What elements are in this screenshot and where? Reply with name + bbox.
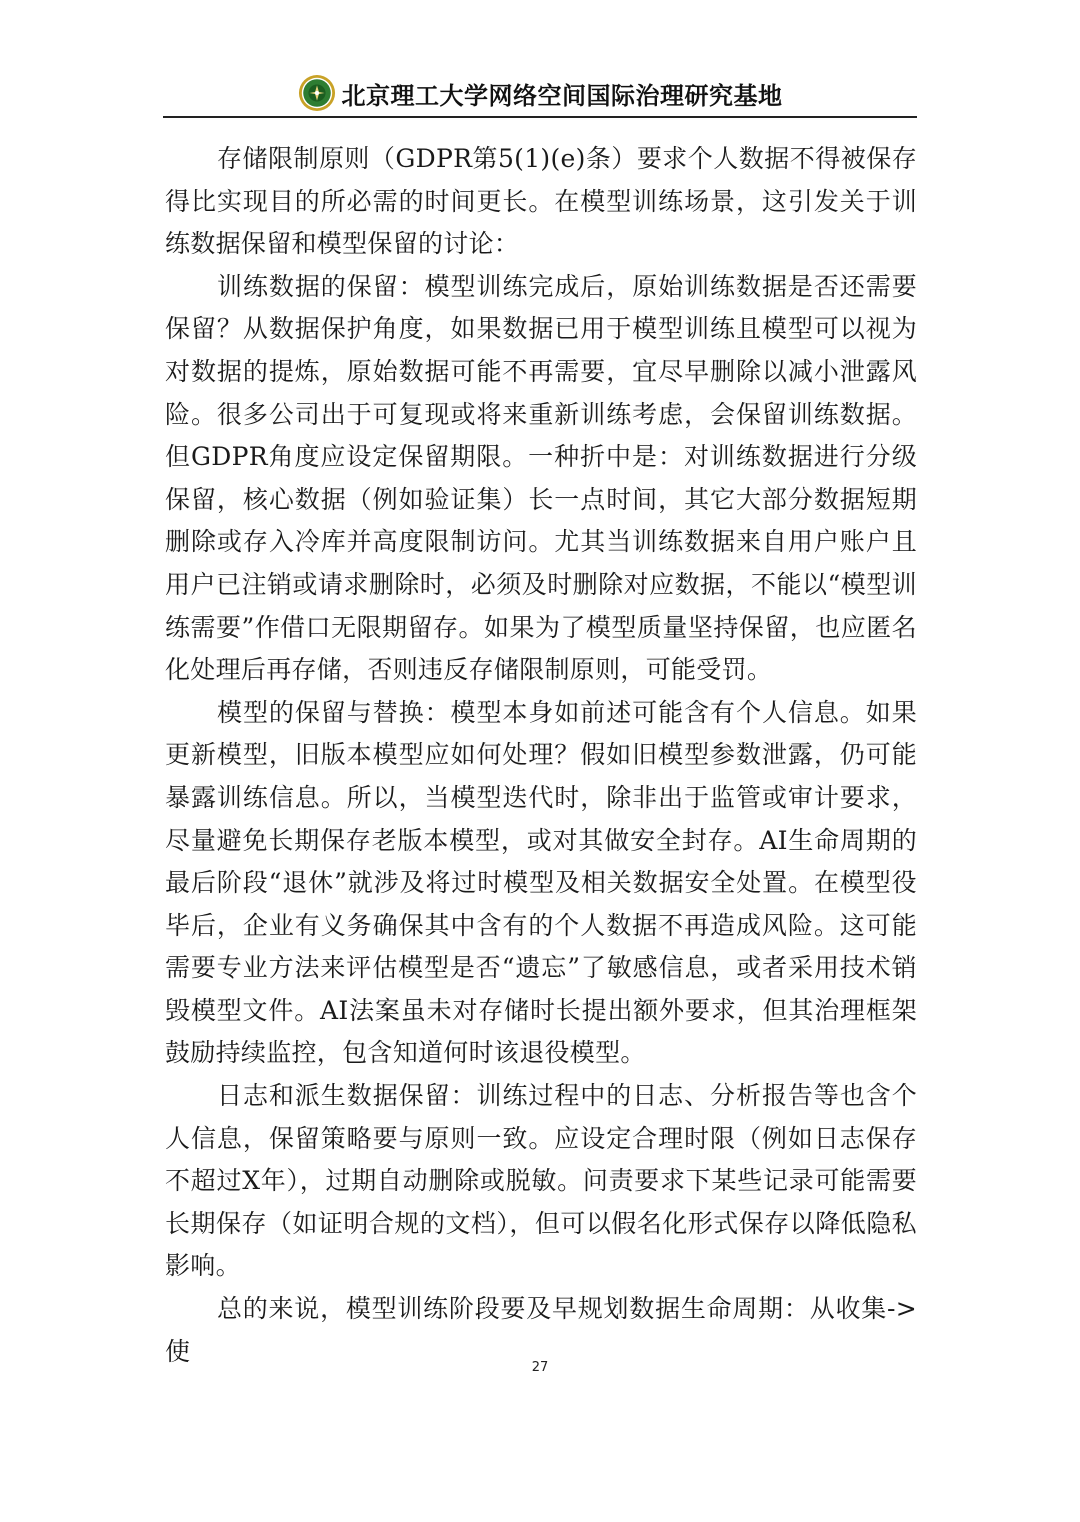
paragraph-summary: 总的来说，模型训练阶段要及早规划数据生命周期：从收集->使 (165, 1294, 917, 1366)
paragraph-model-retention: 模型的保留与替换：模型本身如前述可能含有个人信息。如果更新模型，旧版本模型应如何处理？假如旧模型参数泄露，仍可能暴露训练信息。所以，当模型迭代时，除非出于监管或审计要求，尽量避免长期保存老版本模型，或对其做安全封存。AI生命周期的最后阶段“退休”就涉及将过时模型及相关数据安全处置。在模型役毕后，企业有义务确保其中含有的个人数据不再造成风险。这可能需要专业方法来评估模型是否“遗忘”了敏感信息，或者采用技术销毁模型文件。AI法案虽未对存储时长提出额外要求，但其治理框架鼓励持续监控，包含知道何时该退役模型。 (165, 697, 917, 1068)
paragraph-log-retention: 日志和派生数据保留：训练过程中的日志、分析报告等也含个人信息，保留策略要与原则一致。应设定合理时限（例如日志保存不超过X年），过期自动删除或脱敏。问责要求下某些记录可能需要长期保存（如证明合规的文档），但可以假名化形式保存以降低隐私影响。 (165, 1081, 917, 1281)
paragraph-training-data-retention: 训练数据的保留：模型训练完成后，原始训练数据是否还需要保留？从数据保护角度，如果数据已用于模型训练且模型可以视为对数据的提炼，原始数据可能不再需要，宜尽早删除以减小泄露风险。很多公司出于可复现或将来重新训练考虑，会保留训练数据。但GDPR角度应设定保留期限。一种折中是：对训练数据进行分级保留，核心数据（例如验证集）长一点时间，其它大部分数据短期删除或存入冷库并高度限制访问。尤其当训练数据来自用户账户且用户已注销或请求删除时，必须及时删除对应数据，不能以“模型训练需要”作借口无限期留存。如果为了模型质量坚持保留，也应匿名化处理后再存储，否则违反存储限制原则，可能受罚。 (165, 271, 917, 685)
page-header (163, 70, 917, 116)
paragraph-storage-limitation: 存储限制原则（GDPR第5(1)(e)条）要求个人数据不得被保存得比实现目的所必需的时间更长。在模型训练场景，这引发关于训练数据保留和模型保留的讨论： (165, 144, 917, 259)
header-divider (163, 116, 917, 118)
page-number: 27 (531, 1360, 549, 1375)
document-body (165, 138, 917, 1373)
header-title: 北京理工大学网络空间国际治理研究基地 (341, 81, 783, 110)
university-seal-icon (298, 74, 336, 112)
